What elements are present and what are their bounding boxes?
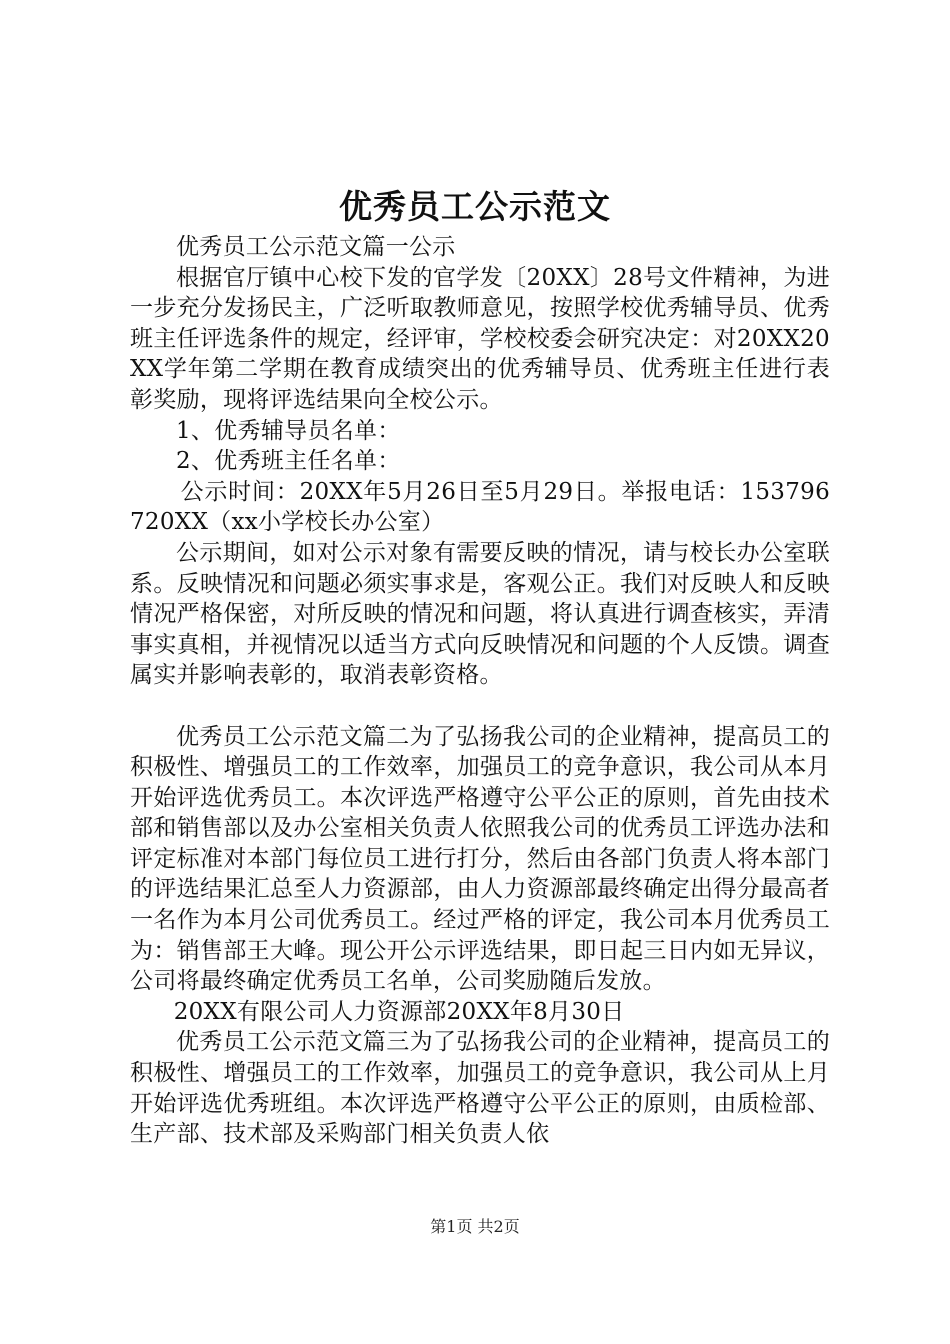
paragraph-article-two: 优秀员工公示范文篇二为了弘扬我公司的企业精神，提高员工的积极性、增强员工的工作效率，加强员工的竞争意识，我公司从本月开始评选优秀员工。本次评选严格遵守公平公正的原则，首先由技术部和销售部以及办公室相关负责人依照我公司的优秀员工评选办法和评定标准对本部门每位员工进行打分，然后由各部门负责人将本部门的评选结果汇总至人力资源部，由人力资源部最终确定出得分最高者一名作为本月公司优秀员工。经过严格的评定，我公司本月优秀员工为：销售部王大峰。现公开公示评选结果，即日起三日内如无异议，公司将最终确定优秀员工名单，公司奖励随后发放。 xyxy=(130,723,830,995)
paragraph-notice-period: 公示期间，如对公示对象有需要反映的情况，请与校长办公室联系。反映情况和问题必须实事求是，客观公正。我们对反映人和反映情况严格保密，对所反映的情况和问题，将认真进行调查核实，弄清事实真相，并视情况以适当方式向反映情况和问题的个人反馈。调查属实并影响表彰的，取消表彰资格。 xyxy=(130,539,830,689)
section-heading-1: 优秀员工公示范文篇一公示 xyxy=(176,234,456,260)
list-item-head-teachers: 2、优秀班主任名单： xyxy=(176,448,401,475)
page-footer: 第1页 共2页 xyxy=(430,1217,520,1236)
document-body xyxy=(130,232,830,1150)
blank-line xyxy=(130,691,830,722)
document-title: 优秀员工公示范文 xyxy=(339,187,611,226)
paragraph-signature: 20XX有限公司人力资源部20XX年8月30日 xyxy=(173,998,625,1025)
paragraph-article-three: 优秀员工公示范文篇三为了弘扬我公司的企业精神，提高员工的积极性、增强员工的工作效率，加强员工的竞争意识，我公司从上月开始评选优秀班组。本次评选严格遵守公平公正的原则，由质检部、生产部、技术部及采购部门相关负责人依 xyxy=(130,1029,830,1148)
paragraph-intro: 根据官厅镇中心校下发的官学发〔20XX〕28号文件精神，为进一步充分发扬民主，广泛听取教师意见，按照学校优秀辅导员、优秀班主任评选条件的规定，经评审，学校校委会研究决定：对20XX20XX学年第二学期在教育成绩突出的优秀辅导员、优秀班主任进行表彰奖励，现将评选结果向全校公示。 xyxy=(130,264,830,413)
paragraph-notice-time: 公示时间：20XX年5月26日至5月29日。举报电话：153796720XX（xx小学校长办公室） xyxy=(130,478,830,536)
list-item-counselors: 1、优秀辅导员名单： xyxy=(176,417,401,444)
